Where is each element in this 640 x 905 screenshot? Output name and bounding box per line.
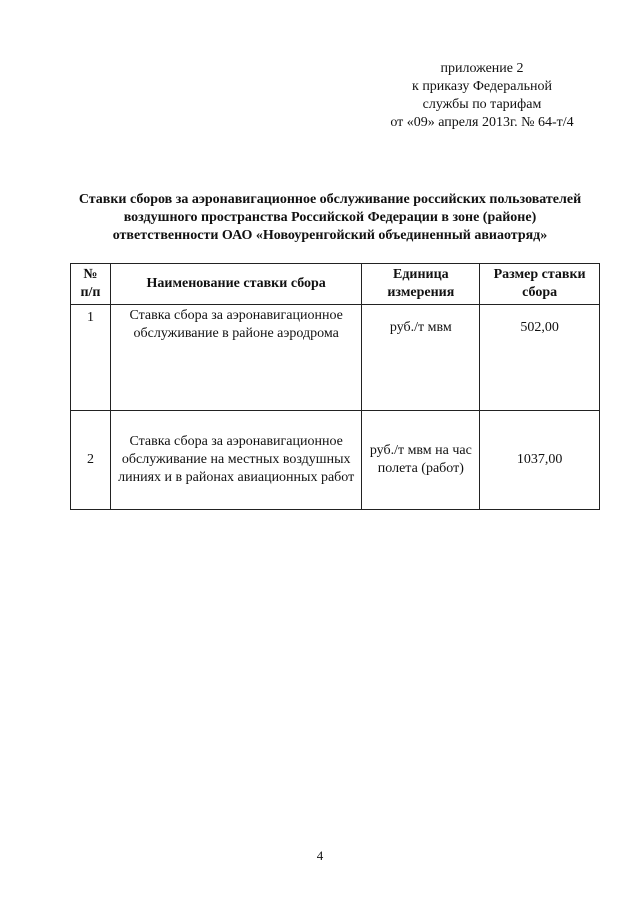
table-header-row	[71, 264, 600, 305]
rates-table	[70, 263, 600, 510]
title-line-3: ответственности ОАО «Новоуренгойский объединенный авиаотряд»	[112, 228, 548, 243]
appendix-line-1: приложение 2	[440, 61, 524, 76]
header-name: Наименование ставки сбора	[110, 264, 361, 305]
cell-unit: руб./т мвм	[362, 305, 480, 411]
header-num: № п/п	[71, 264, 111, 305]
appendix-header	[372, 60, 592, 132]
cell-size: 1037,00	[480, 411, 600, 510]
header-unit: Единица измерения	[362, 264, 480, 305]
appendix-line-3: службы по тарифам	[422, 97, 542, 112]
appendix-line-4: от «09» апреля 2013г. № 64-т/4	[390, 115, 574, 130]
cell-num: 2	[71, 411, 111, 510]
cell-num: 1	[71, 305, 111, 411]
title-line-1: Ставки сборов за аэронавигационное обслуживание российских пользователей	[78, 192, 582, 207]
document-title	[60, 191, 600, 245]
appendix-line-2: к приказу Федеральной	[412, 79, 552, 94]
table-row	[71, 411, 600, 510]
cell-size: 502,00	[480, 305, 600, 411]
cell-name: Ставка сбора за аэронавигационное обслуживание в районе аэродрома	[110, 305, 361, 411]
table-row	[71, 305, 600, 411]
cell-unit: руб./т мвм на час полета (работ)	[362, 411, 480, 510]
page-number: 4	[316, 848, 324, 863]
cell-name: Ставка сбора за аэронавигационное обслуживание на местных воздушных линиях и в районах авиационных работ	[110, 411, 361, 510]
header-size: Размер ставки сбора	[480, 264, 600, 305]
title-line-2: воздушного пространства Российской Федерации в зоне (районе)	[123, 210, 537, 225]
